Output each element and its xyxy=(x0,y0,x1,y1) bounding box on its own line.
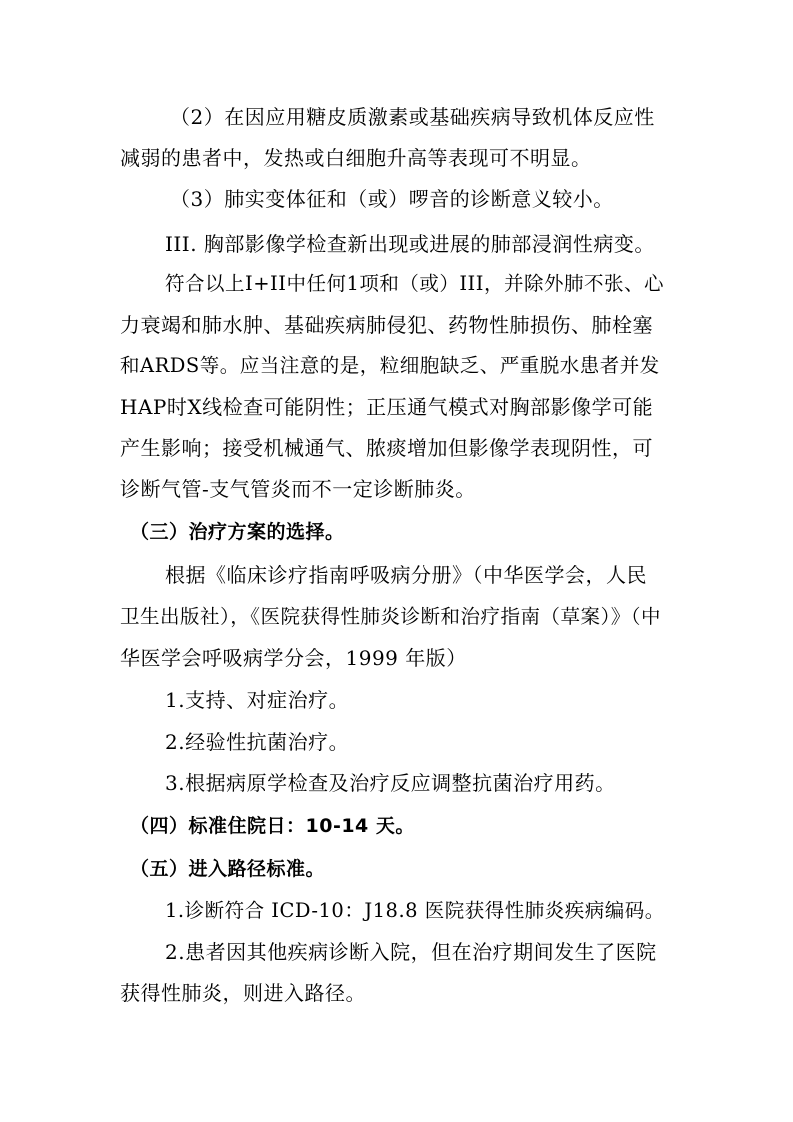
text-line: 产生影响；接受机械通气、脓痰增加但影像学表现阴性，可 xyxy=(120,436,653,460)
list-item: 1.诊断符合 ICD-10：J18.8 医院获得性肺炎疾病编码。 xyxy=(165,899,665,922)
text-line: 卫生出版社），《医院获得性肺炎诊断和治疗指南（草案）》（中 xyxy=(120,605,662,628)
section-heading: （四）标准住院日：10-14 天。 xyxy=(130,815,415,837)
list-item: 2.患者因其他疾病诊断入院，但在治疗期间发生了医院 xyxy=(165,940,657,964)
text-line: 和ARDS等。应当注意的是，粒细胞缺乏、严重脱水患者并发 xyxy=(120,354,660,377)
text-line: III. 胸部影像学检查新出现或进展的肺部浸润性病变。 xyxy=(165,232,655,256)
text-line: 获得性肺炎，则进入路径。 xyxy=(120,981,366,1005)
text-line: 根据《临床诊疗指南呼吸病分册》（中华医学会，人民 xyxy=(165,563,647,587)
text-line: 符合以上I+II中任何1项和（或）III，并除外肺不张、心 xyxy=(165,272,664,295)
list-item: 3.根据病原学检查及治疗反应调整抗菌治疗用药。 xyxy=(165,771,616,795)
text-line: 减弱的患者中，发热或白细胞升高等表现可不明显。 xyxy=(120,146,592,170)
text-line: 诊断气管-支气管炎而不一定诊断肺炎。 xyxy=(120,477,476,501)
text-line: （3）肺实变体征和（或）啰音的诊断意义较小。 xyxy=(170,187,614,211)
text-line: 华医学会呼吸病学分会，1999 年版） xyxy=(120,646,467,670)
section-heading: （三）治疗方案的选择。 xyxy=(130,521,345,543)
text-line: （2）在因应用糖皮质激素或基础疾病导致机体反应性 xyxy=(170,105,655,129)
section-heading: （五）进入路径标准。 xyxy=(130,858,326,880)
text-line: 力衰竭和肺水肿、基础疾病肺侵犯、药物性肺损伤、肺栓塞 xyxy=(120,313,653,337)
text-line: HAP时X线检查可能阴性；正压通气模式对胸部影像学可能 xyxy=(120,395,654,419)
list-item: 1.支持、对症治疗。 xyxy=(165,688,350,712)
list-item: 2.经验性抗菌治疗。 xyxy=(165,730,350,754)
